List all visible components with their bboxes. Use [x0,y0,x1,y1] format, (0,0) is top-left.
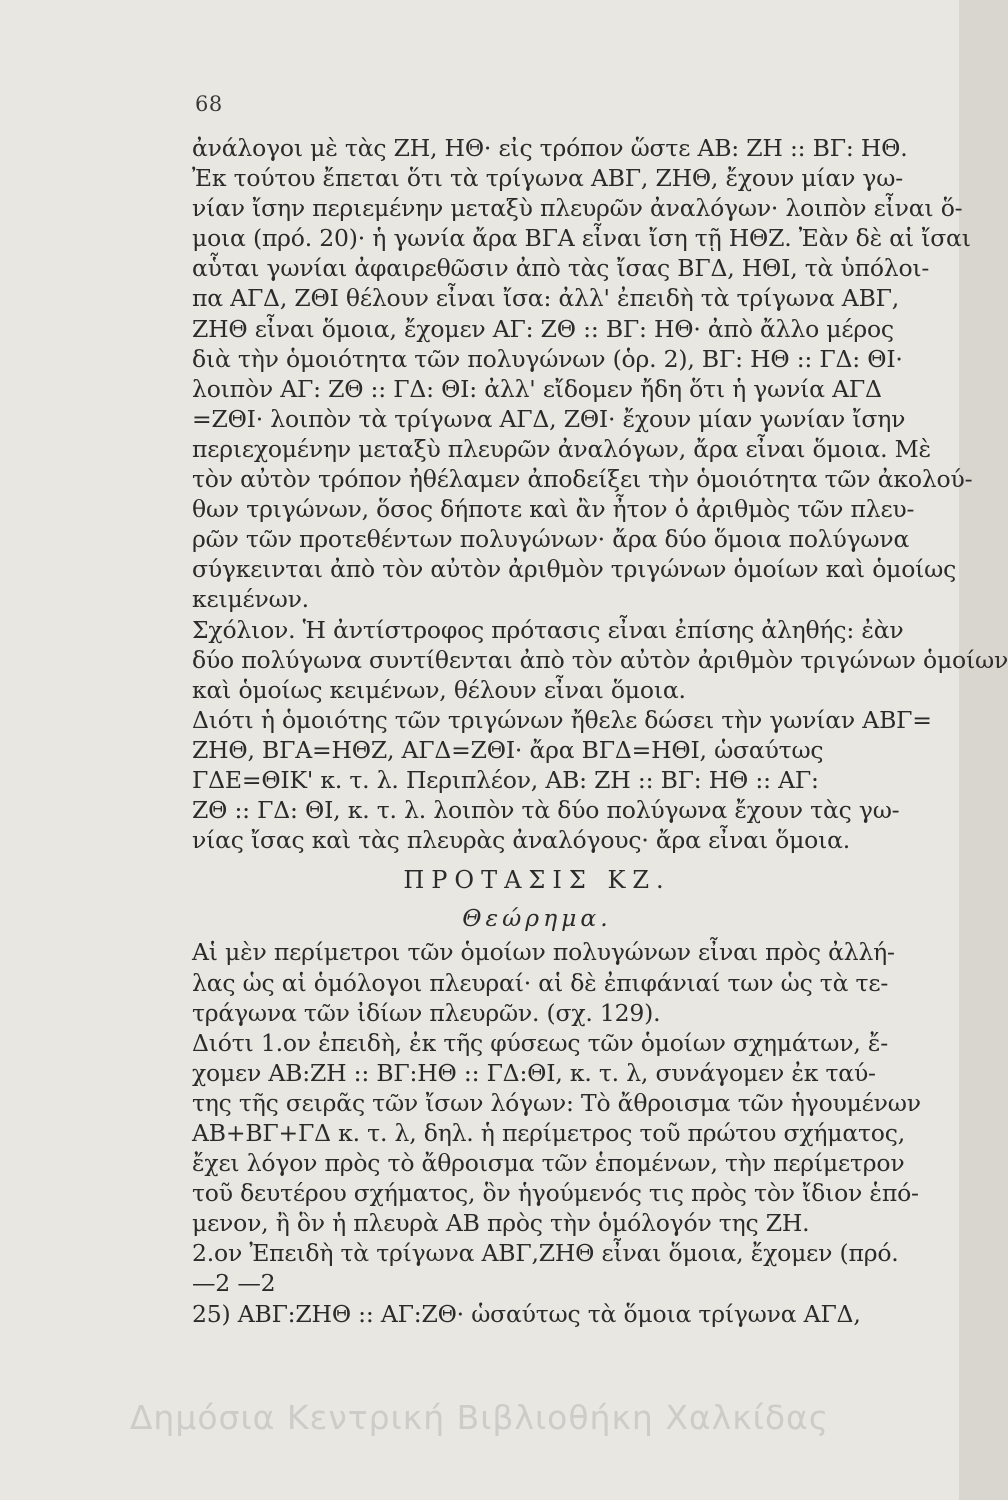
text-line: ΖΘ :: ΓΔ: ΘΙ, κ. τ. λ. λοιπὸν τὰ δύο πολύγωνα ἔχουν τὰς γω- [192,796,900,825]
library-watermark: Δημόσια Κεντρική Βιβλιοθήκη Χαλκίδας [129,1398,830,1437]
text-line: μενον, ἢ ὃν ἡ πλευρὰ ΑΒ πρὸς τὴν ὁμόλογόν της ΖΗ. [192,1209,810,1238]
text-line: πα ΑΓΔ, ΖΘΙ θέλουν εἶναι ἴσα: ἀλλ' ἐπειδὴ τὰ τρίγωνα ΑΒΓ, [192,284,900,313]
text-line: κειμένων. [192,585,309,614]
page-number: 68 [195,92,223,116]
text-line: μοια (πρό. 20)· ἡ γωνία ἄρα ΒΓΑ εἶναι ἴση τῇ ΗΘΖ. Ἐὰν δὲ αἱ ἴσαι [192,224,971,253]
text-line: τράγωνα τῶν ἰδίων πλευρῶν. (σχ. 129). [192,998,661,1027]
text-line: χομεν ΑΒ:ΖΗ :: ΒΓ:ΗΘ :: ΓΔ:ΘΙ, κ. τ. λ, συνάγομεν ἐκ ταύ- [192,1058,876,1087]
text-line: ἀνάλογοι μὲ τὰς ΖΗ, ΗΘ· εἰς τρόπον ὥστε ΑΒ: ΖΗ :: ΒΓ: ΗΘ. [192,134,908,162]
text-line: Διότι ἡ ὁμοιότης τῶν τριγώνων ἤθελε δώσει τὴν γωνίαν ΑΒΓ= [192,705,932,734]
text-line: ρῶν τῶν προτεθέντων πολυγώνων· ἄρα δύο ὅμοια πολύγωνα [192,525,910,554]
text-block [192,133,1008,1329]
text-line: ΓΔΕ=ΘΙΚ' κ. τ. λ. Περιπλέον, ΑΒ: ΖΗ :: ΒΓ: ΗΘ :: ΑΓ: [192,765,819,794]
text-line: ΑΒ+ΒΓ+ΓΔ κ. τ. λ, δηλ. ἡ περίμετρος τοῦ πρώτου σχήματος, [192,1119,905,1147]
text-line: ΖΗΘ, ΒΓΑ=ΗΘΖ, ΑΓΔ=ΖΘΙ· ἄρα ΒΓΔ=ΗΘΙ, ὡσαύτως [192,735,824,764]
text-line: τοῦ δευτέρου σχήματος, ὃν ἡγούμενός τις πρὸς τὸν ἴδιον ἑπό- [192,1179,919,1208]
text-line: διὰ τὴν ὁμοιότητα τῶν πολυγώνων (ὁρ. 2), ΒΓ: ΗΘ :: ΓΔ: ΘΙ· [192,344,903,373]
text-line: —2 —2 [192,1269,276,1298]
text-line: σύγκεινται ἀπὸ τὸν αὐτὸν ἀριθμὸν τριγώνων ὁμοίων καὶ ὁμοίως [192,555,957,584]
text-line: =ΖΘΙ· λοιπὸν τὰ τρίγωνα ΑΓΔ, ΖΘΙ· ἔχουν μίαν γωνίαν ἴσην [192,404,906,433]
proposition-heading: ΠΡΟΤΑΣΙΣ ΚΖ. [403,866,671,895]
text-line: νίας ἴσας καὶ τὰς πλευρὰς ἀναλόγους· ἄρα εἶναι ὅμοια. [192,826,851,855]
text-line: της τῆς σειρᾶς τῶν ἴσων λόγων: Τὸ ἄθροισμα τῶν ἡγουμένων [192,1088,921,1117]
text-line: θων τριγώνων, ὅσος δήποτε καὶ ἂν ἦτον ὁ ἀριθμὸς τῶν πλευ- [192,495,915,524]
text-line: 25) ΑΒΓ:ΖΗΘ :: ΑΓ:ΖΘ· ὡσαύτως τὰ ὅμοια τρίγωνα ΑΓΔ, [192,1299,861,1328]
text-line: Αἱ μὲν περίμετροι τῶν ὁμοίων πολυγώνων εἶναι πρὸς ἀλλή- [192,938,895,967]
text-line: δύο πολύγωνα συντίθενται ἀπὸ τὸν αὐτὸν ἀριθμὸν τριγώνων ὁμοίων [192,645,1008,674]
text-line: ἔχει λόγον πρὸς τὸ ἄθροισμα τῶν ἑπομένων, τὴν περίμετρον [192,1149,905,1178]
text-line: λας ὡς αἱ ὁμόλογοι πλευραί· αἱ δὲ ἐπιφάνιαί των ὡς τὰ τε- [192,968,889,997]
text-line: ΖΗΘ εἶναι ὅμοια, ἔχομεν ΑΓ: ΖΘ :: ΒΓ: ΗΘ· ἀπὸ ἄλλο μέρος [192,314,894,343]
text-line: καὶ ὁμοίως κειμένων, θέλουν εἶναι ὅμοια. [192,675,686,704]
text-line: 2.ον Ἐπειδὴ τὰ τρίγωνα ΑΒΓ,ΖΗΘ εἶναι ὅμοια, ἔχομεν (πρό. [192,1239,899,1268]
text-line: νίαν ἴσην περιεμένην μεταξὺ πλευρῶν ἀναλόγων· λοιπὸν εἶναι ὅ- [192,194,963,223]
text-line: περιεχομένην μεταξὺ πλευρῶν ἀναλόγων, ἄρα εἶναι ὅμοια. Μὲ [192,434,931,463]
text-line: αὗται γωνίαι ἀφαιρεθῶσιν ἀπὸ τὰς ἴσας ΒΓΔ, ΗΘΙ, τὰ ὑπόλοι- [192,254,930,283]
text-line: λοιπὸν ΑΓ: ΖΘ :: ΓΔ: ΘΙ: ἀλλ' εἴδομεν ἤδη ὅτι ἡ γωνία ΑΓΔ [192,374,882,403]
text-line: Διότι 1.ον ἐπειδὴ, ἐκ τῆς φύσεως τῶν ὁμοίων σχημάτων, ἔ- [192,1028,889,1057]
text-line: Σχόλιον. Ἡ ἀντίστροφος πρότασις εἶναι ἐπίσης ἀληθής: ἐὰν [192,615,904,644]
text-line: τὸν αὐτὸν τρόπον ἠθέλαμεν ἀποδείξει τὴν ὁμοιότητα τῶν ἀκολού- [192,465,973,494]
text-line: Ἐκ τούτου ἔπεται ὅτι τὰ τρίγωνα ΑΒΓ, ΖΗΘ, ἔχουν μίαν γω- [192,164,903,193]
theorem-subheading: Θεώρημα. [462,904,612,933]
